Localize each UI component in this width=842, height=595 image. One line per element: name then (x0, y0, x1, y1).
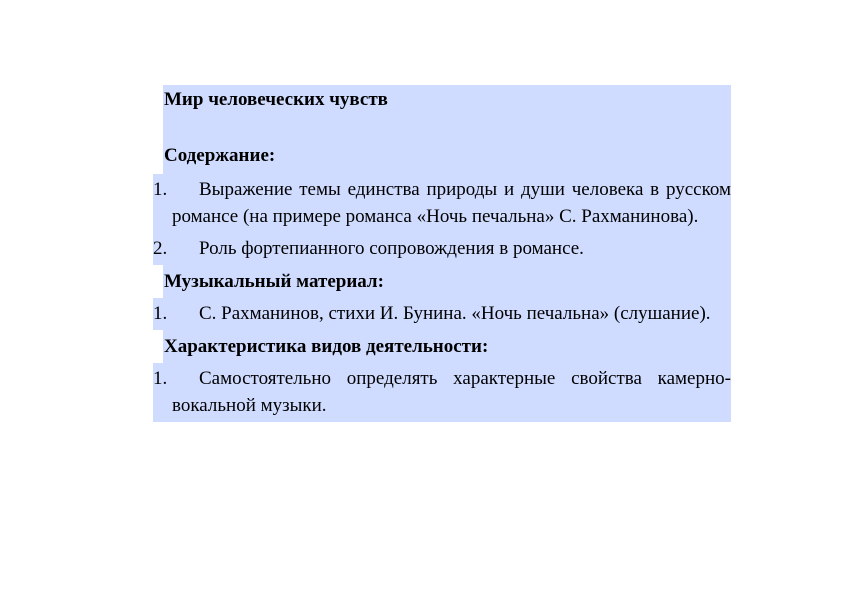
content-heading: Содержание: (163, 141, 731, 174)
content-list (153, 174, 731, 265)
activity-heading: Характеристика видов деятельности: (163, 330, 731, 363)
list-item-number: 1. (153, 179, 168, 200)
list-item (153, 300, 731, 327)
list-item (153, 365, 731, 419)
list-item-number: 1. (153, 303, 168, 324)
lesson-document (153, 85, 731, 422)
list-item-text: С. Рахманинов, стихи И. Бунина. «Ночь печальна» (слушание). (199, 303, 711, 324)
page-title: Мир человеческих чувств (163, 85, 731, 113)
list-item (153, 235, 731, 262)
blank-line (163, 113, 731, 141)
list-item-number: 2. (153, 238, 168, 259)
music-material-heading: Музыкальный материал: (163, 265, 731, 298)
list-item (153, 176, 731, 230)
list-item-text: Роль фортепианного сопровождения в романсе. (199, 238, 584, 259)
list-item-text: Выражение темы единства природы и души человека в русском романсе (на примере романса «Ночь печальна» С. Рахманинова). (172, 179, 731, 227)
list-item-text: Самостоятельно определять характерные свойства камерно-вокальной музыки. (172, 368, 731, 416)
music-material-list (153, 298, 731, 330)
list-item-number: 1. (153, 368, 168, 389)
activity-list (153, 363, 731, 422)
